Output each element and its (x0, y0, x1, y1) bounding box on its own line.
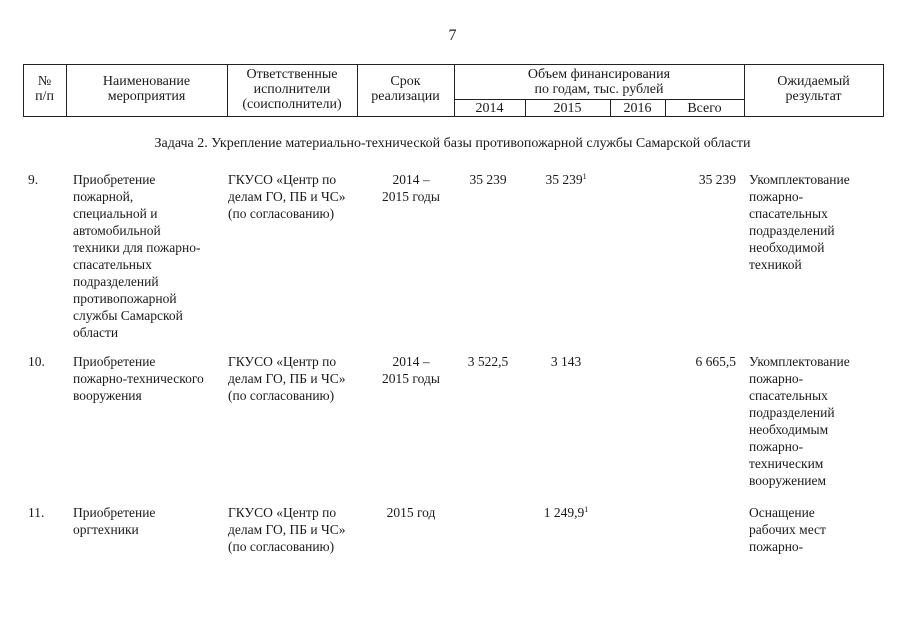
footnote-mark: 1 (584, 505, 589, 514)
header-executors: Ответственные исполнители (соисполнители) (242, 67, 342, 112)
header-num: № п/п (35, 74, 54, 104)
row-number: 10. (28, 354, 45, 369)
page-number: 7 (448, 27, 457, 44)
header-result: Ожидаемый результат (777, 74, 850, 104)
header-year-2014: 2014 (475, 101, 504, 116)
row-name: Приобретение пожарной, специальной и автомобильной техники для пожарно- спасательных подразделений противопожарной службы Самарской области (73, 172, 201, 340)
header-name: Наименование мероприятия (102, 74, 191, 104)
row-result: Оснащение рабочих мест пожарно- (749, 505, 826, 554)
row-term: 2014 – 2015 годы (382, 354, 440, 386)
row-number: 11. (28, 505, 45, 520)
row-total: 6 665,5 (695, 354, 736, 369)
row-total: 35 239 (698, 172, 736, 187)
header-term: Срок реализации (371, 74, 440, 104)
row-2015: 3 143 (550, 354, 582, 369)
task-title: Задача 2. Укрепление материально-технической базы противопожарной службы Самарской области (154, 136, 751, 151)
row-name: Приобретение оргтехники (73, 505, 156, 537)
row-executor: ГКУСО «Центр по делам ГО, ПБ и ЧС» (по согласованию) (228, 354, 346, 403)
row-2015: 1 249,9$^1$ (543, 505, 589, 520)
row-result: Укомплектование пожарно- спасательных подразделений необходимым пожарно- техническим вооружением (749, 354, 850, 488)
header-year-2016: 2016 (623, 101, 652, 116)
row-2015: 35 $239^1$ (545, 172, 587, 187)
row-name: Приобретение пожарно-технического вооружения (73, 354, 204, 403)
table-header (23, 64, 884, 117)
row-result: Укомплектование пожарно- спасательных подразделений необходимой техникой (749, 172, 850, 272)
row-executor: ГКУСО «Центр по делам ГО, ПБ и ЧС» (по согласованию) (228, 505, 346, 554)
header-year-2015: 2015 (553, 101, 582, 116)
header-years-divider (454, 99, 744, 100)
row-2014: 35 239 (469, 172, 507, 187)
row-number: 9. (28, 172, 39, 187)
row-term: 2015 год (386, 505, 436, 520)
footnote-mark: 1 (582, 172, 587, 181)
row-2014: 3 522,5 (467, 354, 509, 369)
row-executor: ГКУСО «Центр по делам ГО, ПБ и ЧС» (по согласованию) (228, 172, 346, 221)
header-total: Всего (687, 101, 722, 116)
row-term: 2014 – 2015 годы (382, 172, 440, 204)
header-funding: Объем финансирования по годам, тыс. рублей (527, 67, 671, 97)
